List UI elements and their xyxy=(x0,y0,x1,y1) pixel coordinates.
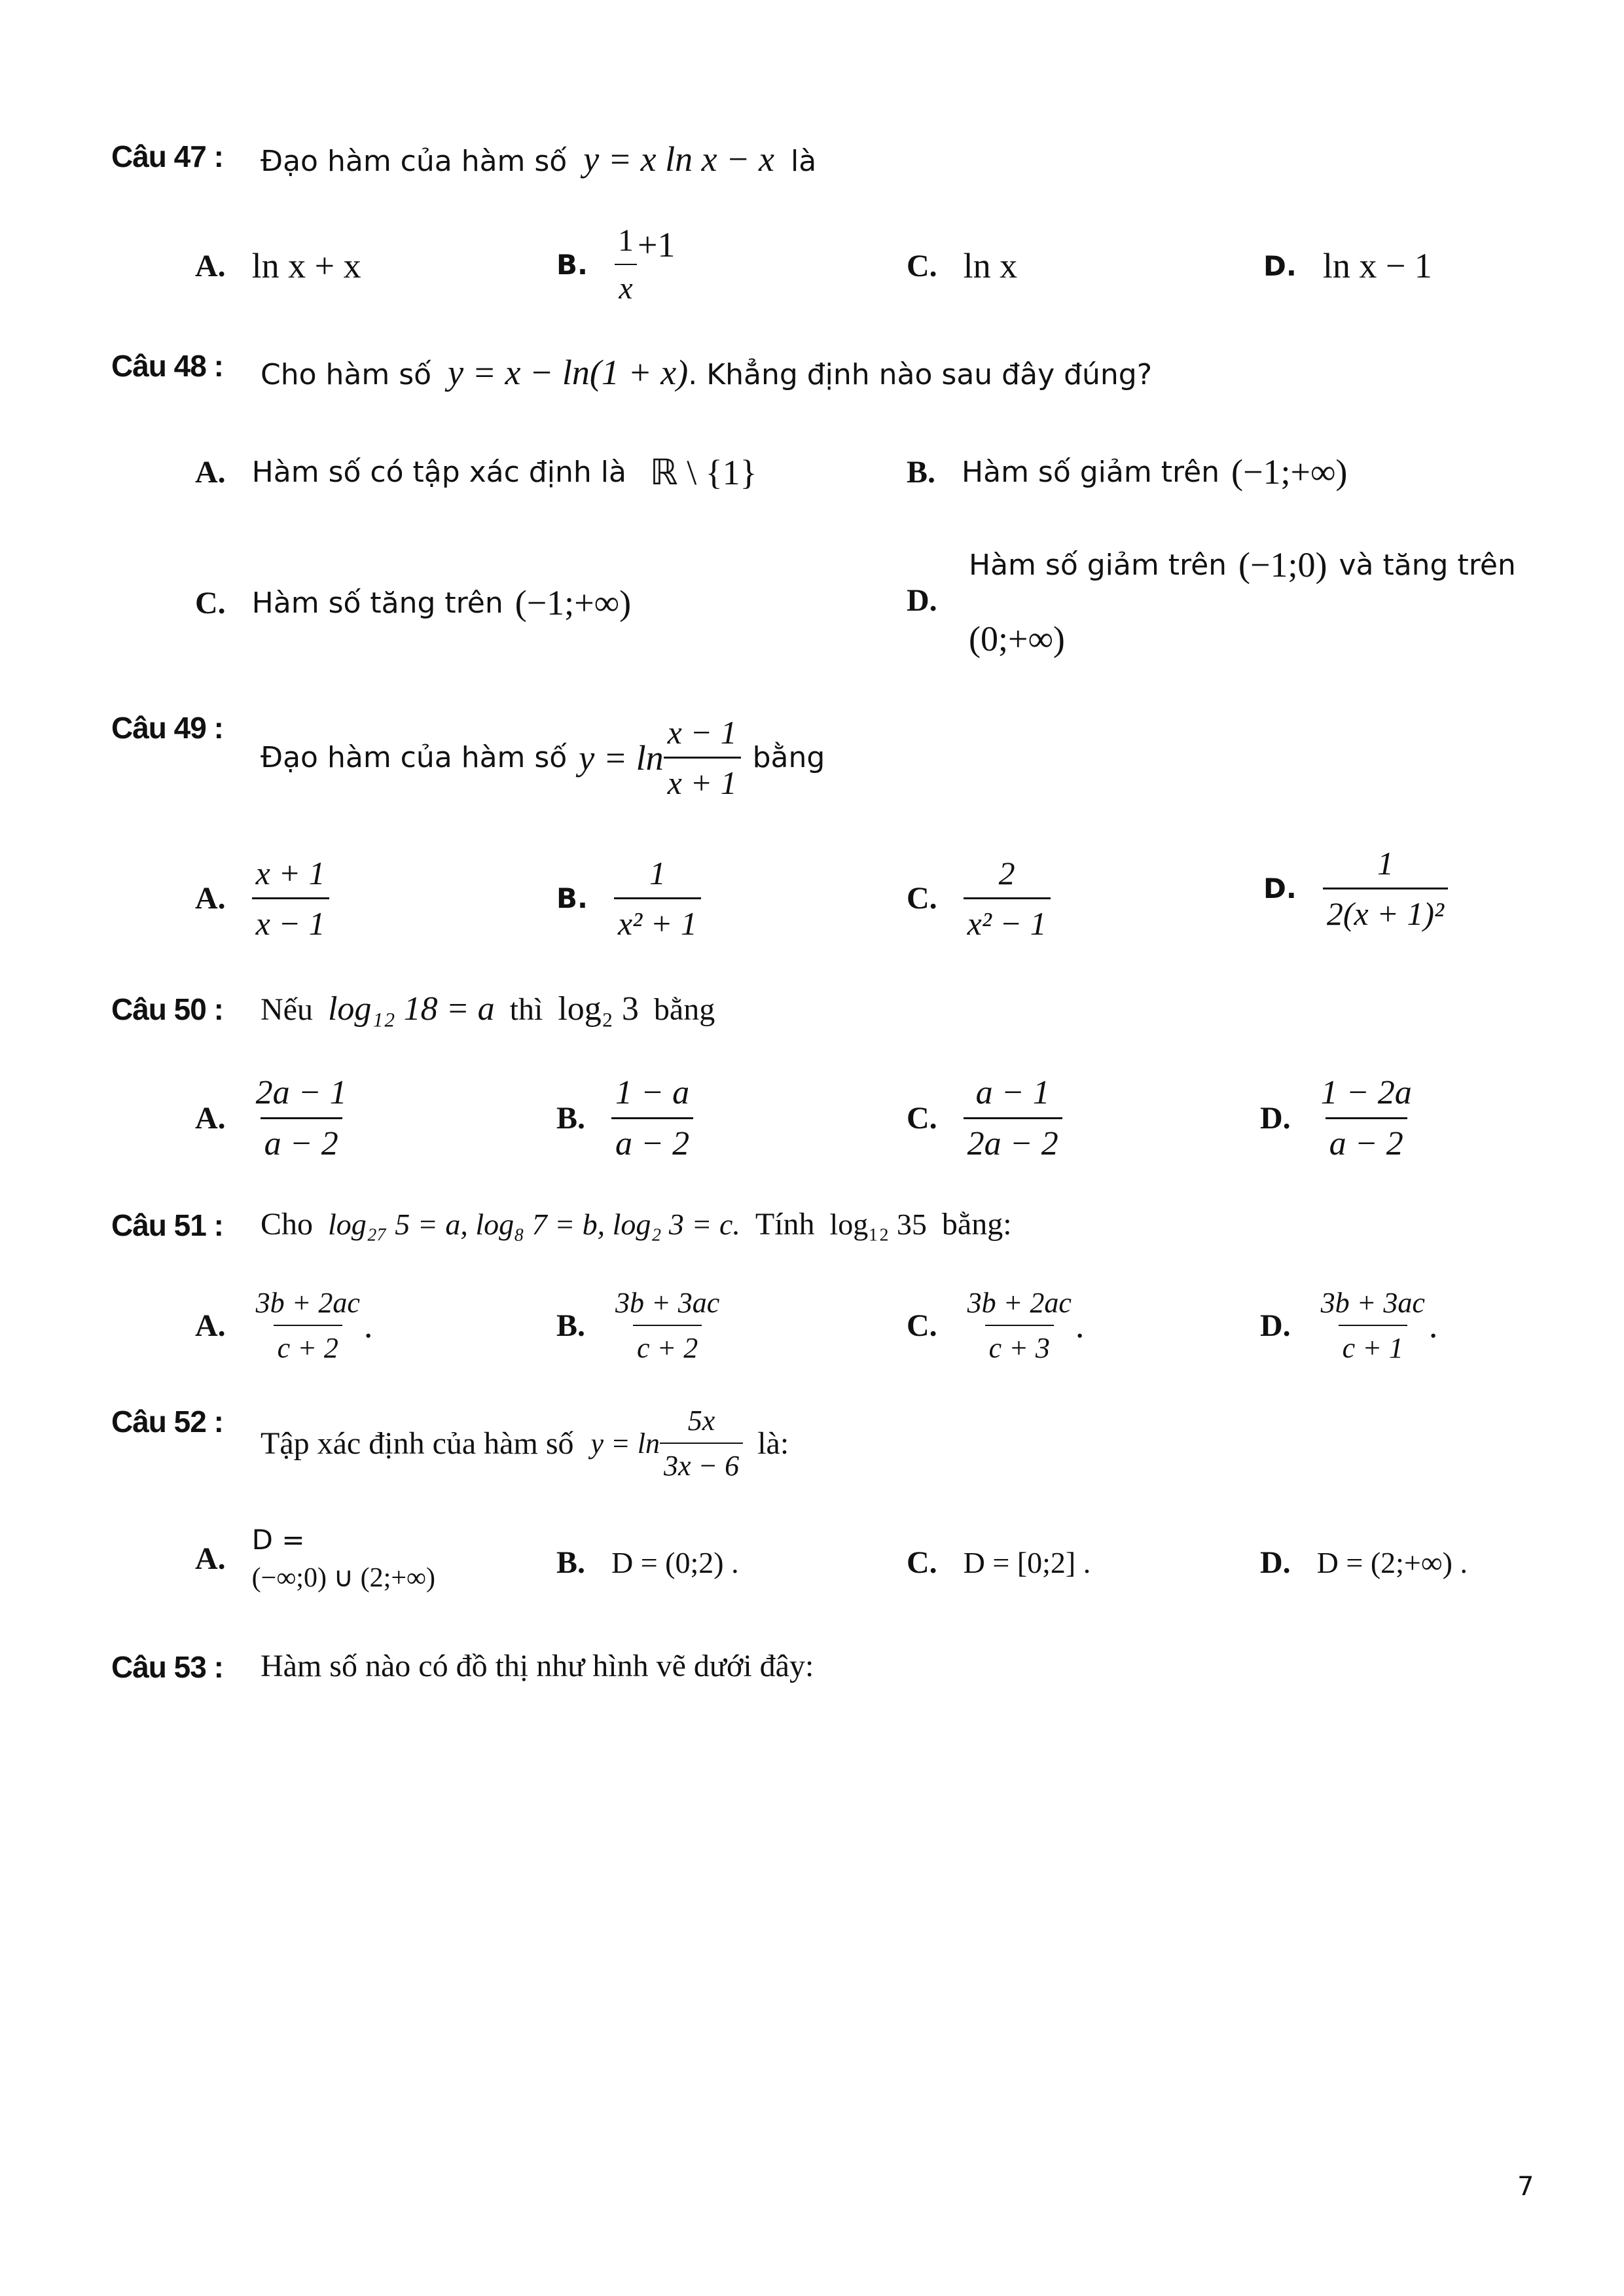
question-51-option-c[interactable]: C. $\frac{3b + 2ac}{c + 3}$ . xyxy=(907,1287,1085,1364)
question-48-stem-math: y = x − ln(1 + x) xyxy=(448,353,689,392)
question-47-option-b[interactable]: B. $\frac{1}{x}$ +1 xyxy=(556,223,676,306)
question-50-option-b[interactable]: B. $\frac{1 - a}{a - 2}$ xyxy=(556,1073,693,1163)
question-47-stem-end: là xyxy=(791,145,817,178)
question-47-stem-math: y = x ln x − x xyxy=(583,139,774,179)
question-47-option-d[interactable]: D. ln x − 1 xyxy=(1263,246,1432,285)
question-52-label: Câu 52 : xyxy=(111,1405,223,1439)
option-math: ln x − 1 xyxy=(1322,246,1432,285)
page-number: 7 xyxy=(1517,2172,1534,2202)
question-52-option-b[interactable]: B. D = (0;2) . xyxy=(556,1545,739,1580)
question-49-option-c[interactable]: C. $\frac{2}{\text{x² − 1}}$ xyxy=(907,854,1051,942)
question-48-option-a[interactable]: A. Hàm số có tập xác định là ℝ \ {1} xyxy=(195,453,757,492)
question-47-stem xyxy=(261,139,816,179)
question-50-option-c[interactable]: C. $\frac{a - 1}{2a - 2}$ xyxy=(907,1073,1062,1163)
question-49-option-b[interactable]: B. $\frac{1}{\text{x² + 1}}$ xyxy=(556,854,701,942)
question-47-option-c[interactable]: C. ln x xyxy=(907,246,1018,285)
question-48-option-d-letter[interactable]: D. xyxy=(907,583,937,618)
question-48-option-c[interactable]: C. Hàm số tăng trên (−1;+∞) xyxy=(195,583,632,622)
question-51-option-b[interactable]: B. $\frac{3b + 3ac}{c + 2}$ xyxy=(556,1287,720,1364)
question-48-option-b[interactable]: B. Hàm số giảm trên (−1;+∞) xyxy=(907,452,1348,492)
question-49-option-d[interactable]: D. $\frac{1}{\text{2(x + 1)²}}$ xyxy=(1263,844,1448,933)
question-53-label: Câu 53 : xyxy=(111,1650,223,1684)
question-47-stem-text: Đạo hàm của hàm số xyxy=(261,145,568,178)
question-48-stem: Cho hàm số y = x − ln(1 + x). Khẳng định nào sau đây đúng? xyxy=(261,353,1153,392)
question-52-option-c[interactable]: C. D = [0;2] . xyxy=(907,1545,1091,1580)
question-53-stem: Hàm số nào có đồ thị như hình vẽ dưới đây: xyxy=(261,1649,814,1683)
question-51-stem: Cho log₂₇ 5 = a, log₈ 7 = b, log₂ 3 = c. Tính log₁₂ 35 bằng: xyxy=(261,1207,1012,1242)
question-50-option-a[interactable]: A. $\frac{2a - 1}{a - 2}$ xyxy=(195,1074,347,1162)
option-fraction: $\frac{1}{x}$ xyxy=(614,223,638,306)
question-49-label: Câu 49 : xyxy=(111,711,223,745)
question-49-option-a[interactable]: A. $\frac{x + 1}{x - 1}$ xyxy=(195,854,329,942)
question-47-label: Câu 47 : xyxy=(111,139,223,173)
question-49-stem: Đạo hàm của hàm số y = ln $\frac{x - 1}{x + 1}$ bằng xyxy=(261,714,825,801)
question-47-option-a[interactable]: A. ln x + x xyxy=(195,246,361,285)
question-51-label: Câu 51 : xyxy=(111,1208,223,1242)
question-51-option-a[interactable]: A. $\frac{3b + 2ac}{c + 2}$ . xyxy=(195,1287,373,1364)
question-48-option-d[interactable]: Hàm số giảm trên (−1;0) và tăng trên xyxy=(969,545,1516,584)
question-50-label: Câu 50 : xyxy=(111,992,223,1026)
question-52-stem: Tập xác định của hàm số y = ln $\frac{5x}{3x - 6}$ là: xyxy=(261,1405,789,1482)
question-49-stem-fraction: $\frac{x - 1}{x + 1}$ xyxy=(664,713,741,802)
question-52-option-a[interactable]: A. D = (−∞;0) ∪ (2;+∞) xyxy=(195,1524,435,1593)
question-48-label: Câu 48 : xyxy=(111,349,223,383)
question-52-option-d[interactable]: D. D = (2;+∞) . xyxy=(1260,1545,1468,1580)
question-50-option-d[interactable]: D. $\frac{1 - 2a}{a - 2}$ xyxy=(1260,1074,1412,1162)
question-48-option-d-continued: (0;+∞) xyxy=(969,619,1065,658)
question-51-option-d[interactable]: D. $\frac{3b + 3ac}{c + 1}$ . xyxy=(1260,1287,1438,1364)
option-math: ln x xyxy=(963,246,1018,285)
option-math: ln x + x xyxy=(251,246,361,285)
question-50-stem: Nếu log₁₂ 18 = a thì log₂ 3 bằng xyxy=(261,990,715,1028)
